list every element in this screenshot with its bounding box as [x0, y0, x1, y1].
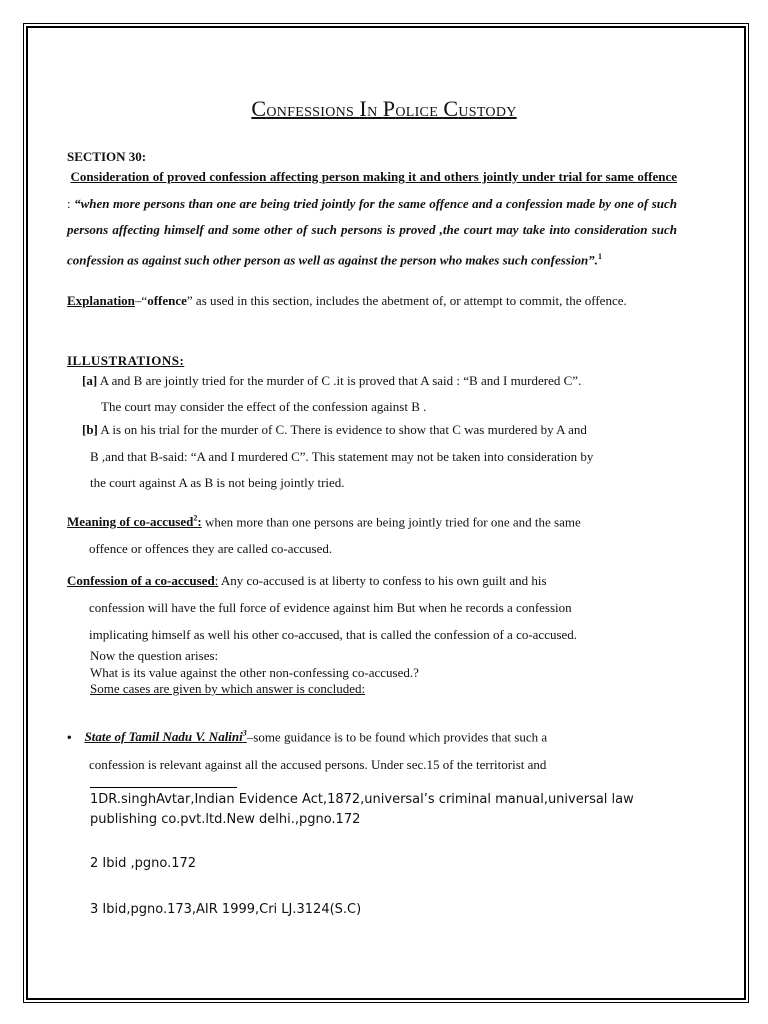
- confession-colon: :: [214, 573, 219, 588]
- question-line: What is its value against the other non-confessing co-accused.?: [90, 664, 419, 680]
- section-heading: SECTION 30:: [67, 149, 147, 164]
- confession-text: implicating himself as well his other co-accused, that is called the confession of a co-accused.: [89, 627, 578, 642]
- case-text: –some guidance is to be found which provides that such a: [246, 729, 548, 745]
- case-bullet: [67, 720, 677, 779]
- meaning-label: [67, 514, 202, 529]
- confession-text: Any co-accused is at liberty to confess to his own guilt and his: [218, 573, 547, 588]
- explanation-text: ” as used in this section, includes the abetment of, or attempt to commit, the offence.: [186, 293, 627, 308]
- explanation-term: offence: [147, 293, 187, 308]
- title-part: I: [359, 96, 368, 121]
- footnote-2: 2 Ibid ,pgno.172: [90, 856, 197, 871]
- title-part: C: [443, 96, 459, 121]
- illustration-b-text: B ,and that B-said: “A and I murdered C”. This statement may not be taken into consideration by: [90, 448, 594, 464]
- case-text: confession is relevant against all the accused persons. Under sec.15 of the territorist and: [89, 757, 547, 773]
- page-title: [0, 96, 768, 122]
- footnote-3: 3 Ibid,pgno.173,AIR 1999,Cri LJ.3124(S.C): [90, 902, 362, 917]
- case-name: [85, 729, 247, 744]
- footnote-divider: [90, 787, 237, 788]
- title-part: P: [382, 96, 396, 121]
- question-block: [90, 648, 670, 698]
- confession-label: [67, 573, 218, 588]
- illustration-a-cont: The court may consider the effect of the confession against B .: [101, 399, 427, 414]
- footnote-1: 1DR.singhAvtar,Indian Evidence Act,1872,universal’s criminal manual,universal law publishing co.pvt.ltd.New delhi.,pgno.172: [90, 792, 634, 827]
- illustration-b-text: A is on his trial for the murder of C. There is evidence to show that C was murdered by A and: [97, 422, 587, 437]
- title-part: olice: [395, 99, 444, 121]
- footnote-ref: 3: [242, 729, 247, 738]
- section-text: [67, 164, 677, 273]
- title-part: ustody: [458, 99, 517, 121]
- illustrations-heading: ILLUSTRATIONS:: [67, 353, 185, 368]
- section-quote: “when more persons than one are being tried jointly for the same offence and a confession made by one of such persons affecting himself and some other of such persons is proved ,the court may take into consideration such confession as against such other person as well as against the person who makes such confession”.: [67, 195, 677, 267]
- footnote-ref: 1: [597, 251, 602, 261]
- separator: :: [67, 195, 75, 211]
- illustration-b-text: the court against A as B is not being jointly tried.: [90, 475, 345, 490]
- meaning-text: when more than one persons are being jointly tried for one and the same: [201, 514, 581, 530]
- consideration-heading: Consideration of proved confession affecting person making it and others jointly under trial for same offence: [70, 169, 678, 184]
- title-part: onfessions: [266, 99, 360, 121]
- confession-paragraph: [67, 567, 677, 648]
- title-part: C: [251, 96, 267, 121]
- meaning-colon: :: [197, 514, 202, 530]
- footnote-ref: 2: [193, 514, 198, 523]
- case-name-text: State of Tamil Nadu V. Nalini: [84, 729, 243, 745]
- illustration-b: [82, 417, 677, 497]
- illustration-a-label: [a]: [82, 373, 98, 388]
- bullet-icon: •: [67, 729, 72, 745]
- meaning-label-text: Meaning of co-accused: [67, 514, 194, 530]
- illustration-b-label: [b]: [82, 422, 98, 437]
- explanation-label: Explanation: [67, 293, 135, 308]
- explanation-dash: –“: [134, 293, 148, 308]
- meaning-paragraph: [67, 505, 677, 562]
- title-part: n: [367, 99, 383, 121]
- illustration-a: [82, 373, 682, 389]
- confession-text: confession will have the full force of evidence against him But when he records a confession: [89, 600, 572, 615]
- question-line: Some cases are given by which answer is concluded:: [90, 681, 366, 696]
- illustration-a-text: A and B are jointly tried for the murder of C .it is proved that A said : “B and I murdered C”.: [97, 373, 582, 388]
- question-line: Now the question arises:: [90, 648, 219, 663]
- confession-label-text: Confession of a co-accused: [67, 573, 215, 588]
- explanation: [67, 287, 677, 314]
- meaning-text: offence or offences they are called co-accused.: [89, 541, 333, 557]
